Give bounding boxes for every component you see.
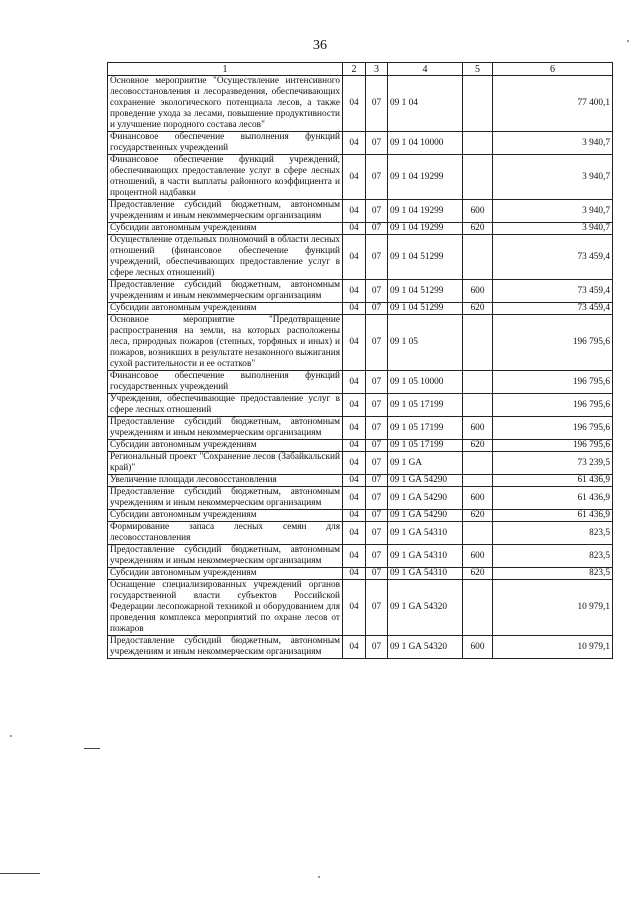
row-subsection: 07 bbox=[366, 155, 388, 200]
table-row bbox=[108, 132, 613, 155]
table-row bbox=[108, 475, 613, 487]
row-name: Предоставление субсидий бюджетным, автономным учреждениям и иным некоммерческим организациям bbox=[108, 636, 343, 659]
column-header: 4 bbox=[388, 63, 463, 76]
row-section: 04 bbox=[343, 487, 366, 510]
row-target-article: 09 1 04 19299 bbox=[388, 200, 463, 223]
row-expense-type bbox=[463, 315, 493, 371]
table-row bbox=[108, 371, 613, 394]
row-target-article: 09 1 04 bbox=[388, 76, 463, 132]
row-subsection: 07 bbox=[366, 394, 388, 417]
column-header: 6 bbox=[493, 63, 613, 76]
row-name: Предоставление субсидий бюджетным, автономным учреждениям и иным некоммерческим организациям bbox=[108, 200, 343, 223]
row-amount: 3 940,7 bbox=[493, 223, 613, 235]
table-row bbox=[108, 440, 613, 452]
row-section: 04 bbox=[343, 303, 366, 315]
row-name: Региональный проект "Сохранение лесов (Забайкальский край)" bbox=[108, 452, 343, 475]
row-expense-type bbox=[463, 132, 493, 155]
row-target-article: 09 1 GA 54310 bbox=[388, 545, 463, 568]
row-target-article: 09 1 05 17199 bbox=[388, 417, 463, 440]
table-row bbox=[108, 303, 613, 315]
row-expense-type: 600 bbox=[463, 280, 493, 303]
row-target-article: 09 1 GA 54320 bbox=[388, 580, 463, 636]
table-row bbox=[108, 235, 613, 280]
scan-dot bbox=[10, 735, 12, 737]
row-expense-type bbox=[463, 155, 493, 200]
row-target-article: 09 1 05 17199 bbox=[388, 440, 463, 452]
row-amount: 73 459,4 bbox=[493, 280, 613, 303]
table-row bbox=[108, 636, 613, 659]
row-subsection: 07 bbox=[366, 417, 388, 440]
row-subsection: 07 bbox=[366, 76, 388, 132]
row-subsection: 07 bbox=[366, 475, 388, 487]
row-name: Предоставление субсидий бюджетным, автономным учреждениям и иным некоммерческим организациям bbox=[108, 280, 343, 303]
row-amount: 196 795,6 bbox=[493, 440, 613, 452]
row-name: Учреждения, обеспечивающие предоставление услуг в сфере лесных отношений bbox=[108, 394, 343, 417]
row-name: Основное мероприятие "Предотвращение распространения на земли, на которых расположены леса, природных пожаров (степных, торфяных и иных) и пожаров, возникших в результате незаконного выжигания сухой растительности и ее остатков" bbox=[108, 315, 343, 371]
row-name: Предоставление субсидий бюджетным, автономным учреждениям и иным некоммерческим организациям bbox=[108, 545, 343, 568]
row-expense-type bbox=[463, 522, 493, 545]
row-expense-type: 620 bbox=[463, 568, 493, 580]
row-name: Основное мероприятие "Осуществление интенсивного лесовосстановления и лесоразведения, обеспечивающих сохранение экологического потенциала лесов, а также проведение ухода за лесами, повышение продуктивности и улучшение породного состава лесов" bbox=[108, 76, 343, 132]
table-header-row bbox=[108, 63, 613, 76]
row-name: Финансовое обеспечение выполнения функций государственных учреждений bbox=[108, 371, 343, 394]
row-expense-type: 600 bbox=[463, 200, 493, 223]
row-section: 04 bbox=[343, 475, 366, 487]
margin-mark bbox=[0, 873, 40, 874]
row-name: Субсидии автономным учреждениям bbox=[108, 568, 343, 580]
row-section: 04 bbox=[343, 371, 366, 394]
row-amount: 10 979,1 bbox=[493, 580, 613, 636]
row-name: Формирование запаса лесных семян для лесовосстановления bbox=[108, 522, 343, 545]
row-target-article: 09 1 04 51299 bbox=[388, 280, 463, 303]
row-expense-type: 600 bbox=[463, 636, 493, 659]
row-amount: 196 795,6 bbox=[493, 394, 613, 417]
row-name: Предоставление субсидий бюджетным, автономным учреждениям и иным некоммерческим организациям bbox=[108, 417, 343, 440]
margin-mark bbox=[84, 748, 100, 749]
scan-dot bbox=[318, 876, 320, 878]
row-section: 04 bbox=[343, 76, 366, 132]
row-name: Финансовое обеспечение выполнения функций государственных учреждений bbox=[108, 132, 343, 155]
row-name: Субсидии автономным учреждениям bbox=[108, 223, 343, 235]
column-header: 2 bbox=[343, 63, 366, 76]
row-expense-type: 600 bbox=[463, 417, 493, 440]
row-amount: 73 459,4 bbox=[493, 235, 613, 280]
row-target-article: 09 1 GA 54290 bbox=[388, 510, 463, 522]
budget-table bbox=[107, 62, 613, 659]
row-subsection: 07 bbox=[366, 452, 388, 475]
row-subsection: 07 bbox=[366, 200, 388, 223]
column-header: 3 bbox=[366, 63, 388, 76]
row-subsection: 07 bbox=[366, 510, 388, 522]
row-amount: 823,5 bbox=[493, 522, 613, 545]
row-section: 04 bbox=[343, 580, 366, 636]
row-section: 04 bbox=[343, 394, 366, 417]
row-expense-type bbox=[463, 580, 493, 636]
row-target-article: 09 1 04 10000 bbox=[388, 132, 463, 155]
table-row bbox=[108, 223, 613, 235]
row-amount: 196 795,6 bbox=[493, 371, 613, 394]
row-subsection: 07 bbox=[366, 235, 388, 280]
row-expense-type: 600 bbox=[463, 545, 493, 568]
row-name: Субсидии автономным учреждениям bbox=[108, 440, 343, 452]
row-target-article: 09 1 GA 54320 bbox=[388, 636, 463, 659]
row-expense-type bbox=[463, 371, 493, 394]
row-section: 04 bbox=[343, 280, 366, 303]
row-name: Увеличение площади лесовосстановления bbox=[108, 475, 343, 487]
row-target-article: 09 1 05 17199 bbox=[388, 394, 463, 417]
row-section: 04 bbox=[343, 545, 366, 568]
row-subsection: 07 bbox=[366, 440, 388, 452]
row-amount: 196 795,6 bbox=[493, 417, 613, 440]
row-section: 04 bbox=[343, 417, 366, 440]
row-subsection: 07 bbox=[366, 522, 388, 545]
row-target-article: 09 1 04 51299 bbox=[388, 235, 463, 280]
row-subsection: 07 bbox=[366, 303, 388, 315]
row-subsection: 07 bbox=[366, 636, 388, 659]
row-subsection: 07 bbox=[366, 545, 388, 568]
table-row bbox=[108, 568, 613, 580]
row-subsection: 07 bbox=[366, 280, 388, 303]
row-target-article: 09 1 04 19299 bbox=[388, 155, 463, 200]
row-expense-type: 600 bbox=[463, 487, 493, 510]
row-amount: 196 795,6 bbox=[493, 315, 613, 371]
row-section: 04 bbox=[343, 235, 366, 280]
row-subsection: 07 bbox=[366, 371, 388, 394]
row-amount: 3 940,7 bbox=[493, 132, 613, 155]
row-subsection: 07 bbox=[366, 315, 388, 371]
row-target-article: 09 1 04 51299 bbox=[388, 303, 463, 315]
row-expense-type bbox=[463, 235, 493, 280]
row-subsection: 07 bbox=[366, 487, 388, 510]
table-row bbox=[108, 510, 613, 522]
row-expense-type bbox=[463, 394, 493, 417]
table-body bbox=[108, 76, 613, 659]
column-header: 1 bbox=[108, 63, 343, 76]
row-section: 04 bbox=[343, 568, 366, 580]
row-expense-type bbox=[463, 452, 493, 475]
row-expense-type bbox=[463, 475, 493, 487]
table-row bbox=[108, 417, 613, 440]
row-section: 04 bbox=[343, 510, 366, 522]
table-row bbox=[108, 280, 613, 303]
row-section: 04 bbox=[343, 200, 366, 223]
row-amount: 61 436,9 bbox=[493, 475, 613, 487]
table-row bbox=[108, 315, 613, 371]
row-amount: 61 436,9 bbox=[493, 510, 613, 522]
row-name: Финансовое обеспечение функций учреждений, обеспечивающих предоставление услуг в сфере лесных отношений, в части выплаты районного коэффициента и процентной надбавки bbox=[108, 155, 343, 200]
row-subsection: 07 bbox=[366, 568, 388, 580]
table-row bbox=[108, 200, 613, 223]
row-section: 04 bbox=[343, 440, 366, 452]
table-row bbox=[108, 452, 613, 475]
row-section: 04 bbox=[343, 636, 366, 659]
row-amount: 823,5 bbox=[493, 568, 613, 580]
row-amount: 823,5 bbox=[493, 545, 613, 568]
row-expense-type: 620 bbox=[463, 303, 493, 315]
row-amount: 77 400,1 bbox=[493, 76, 613, 132]
row-name: Субсидии автономным учреждениям bbox=[108, 303, 343, 315]
row-target-article: 09 1 GA 54290 bbox=[388, 475, 463, 487]
row-section: 04 bbox=[343, 132, 366, 155]
row-section: 04 bbox=[343, 452, 366, 475]
row-expense-type: 620 bbox=[463, 223, 493, 235]
row-expense-type: 620 bbox=[463, 510, 493, 522]
table-row bbox=[108, 522, 613, 545]
row-name: Осуществление отдельных полномочий в области лесных отношений (финансовое обеспечение функций учреждений, обеспечивающих предоставление услуг в сфере лесных отношений) bbox=[108, 235, 343, 280]
row-subsection: 07 bbox=[366, 132, 388, 155]
row-subsection: 07 bbox=[366, 223, 388, 235]
row-amount: 73 459,4 bbox=[493, 303, 613, 315]
row-name: Оснащение специализированных учреждений органов государственной власти субъектов Российской Федерации лесопожарной техникой и оборудованием для проведения комплекса мероприятий по охране лесов от пожаров bbox=[108, 580, 343, 636]
table-row bbox=[108, 580, 613, 636]
row-target-article: 09 1 GA 54310 bbox=[388, 522, 463, 545]
row-amount: 3 940,7 bbox=[493, 200, 613, 223]
table-row bbox=[108, 545, 613, 568]
column-header: 5 bbox=[463, 63, 493, 76]
row-amount: 3 940,7 bbox=[493, 155, 613, 200]
row-target-article: 09 1 GA 54290 bbox=[388, 487, 463, 510]
row-section: 04 bbox=[343, 223, 366, 235]
row-section: 04 bbox=[343, 522, 366, 545]
row-target-article: 09 1 05 10000 bbox=[388, 371, 463, 394]
table-row bbox=[108, 76, 613, 132]
row-section: 04 bbox=[343, 155, 366, 200]
table-row bbox=[108, 487, 613, 510]
row-target-article: 09 1 GA bbox=[388, 452, 463, 475]
scan-dot bbox=[627, 40, 629, 42]
row-target-article: 09 1 GA 54310 bbox=[388, 568, 463, 580]
page-number: 36 bbox=[313, 38, 327, 53]
row-amount: 61 436,9 bbox=[493, 487, 613, 510]
row-expense-type: 620 bbox=[463, 440, 493, 452]
row-amount: 73 239,5 bbox=[493, 452, 613, 475]
row-subsection: 07 bbox=[366, 580, 388, 636]
row-target-article: 09 1 04 19299 bbox=[388, 223, 463, 235]
row-target-article: 09 1 05 bbox=[388, 315, 463, 371]
row-section: 04 bbox=[343, 315, 366, 371]
row-name: Субсидии автономным учреждениям bbox=[108, 510, 343, 522]
row-amount: 10 979,1 bbox=[493, 636, 613, 659]
row-name: Предоставление субсидий бюджетным, автономным учреждениям и иным некоммерческим организациям bbox=[108, 487, 343, 510]
row-expense-type bbox=[463, 76, 493, 132]
table-row bbox=[108, 394, 613, 417]
table-row bbox=[108, 155, 613, 200]
